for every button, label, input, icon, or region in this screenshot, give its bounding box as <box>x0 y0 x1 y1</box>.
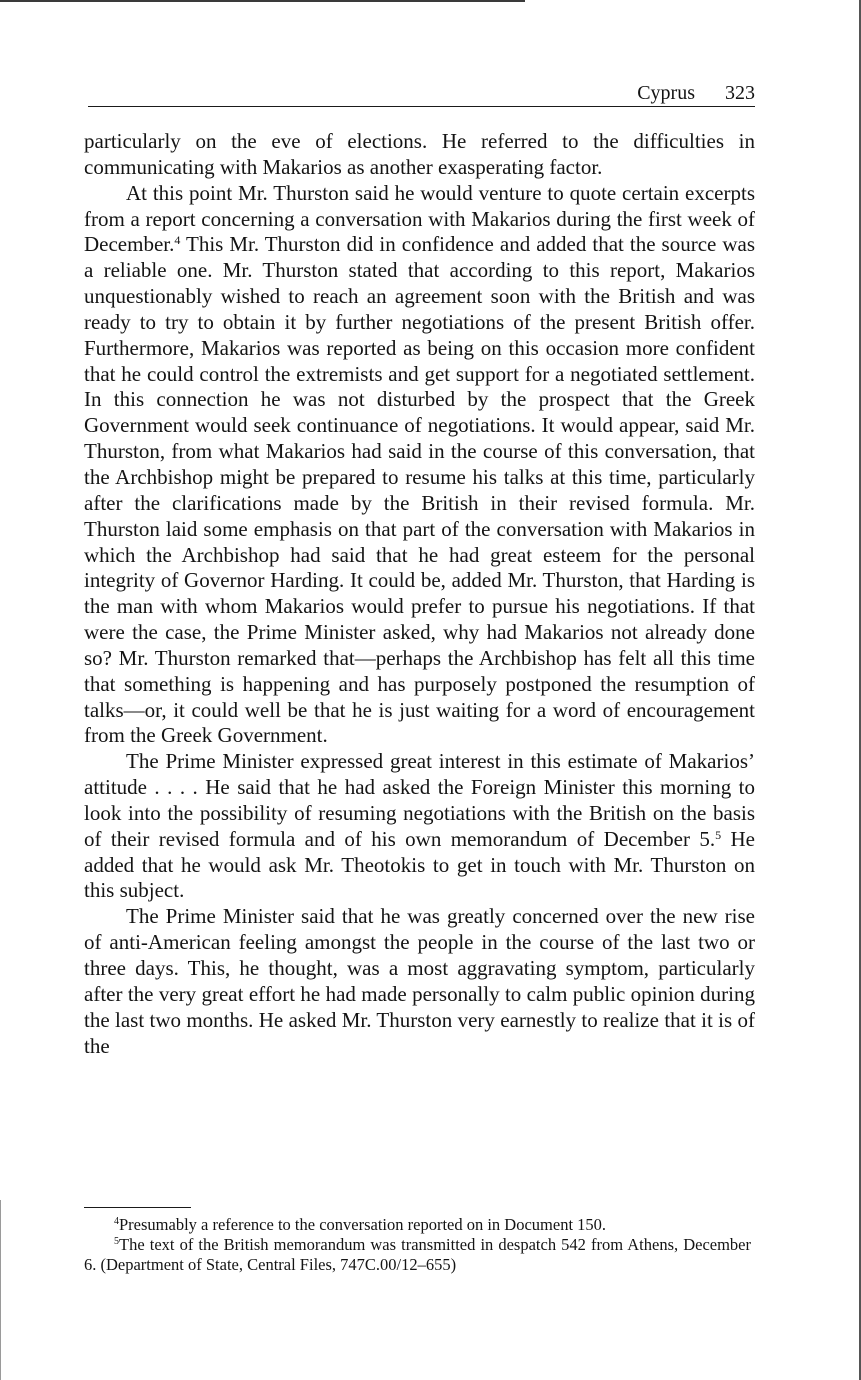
scan-left-edge <box>0 1200 1 1380</box>
scan-top-edge <box>0 0 525 2</box>
footnote-divider <box>84 1207 191 1208</box>
footnote-ref-5[interactable]: 5 <box>715 827 722 842</box>
running-head <box>88 80 755 107</box>
page-number: 323 <box>725 82 755 104</box>
footnotes <box>84 1215 751 1275</box>
paragraph-text: particularly on the eve of elections. He referred to the difficulties in communicating with Makarios as another exasperating factor. <box>84 129 755 179</box>
footnote-ref-4[interactable]: 4 <box>174 233 181 248</box>
paragraph-text: At this point Mr. Thurston said he would venture to quote certain excerpts from a report concerning a conversation with Makarios during the first week of December. <box>84 180 755 257</box>
paragraph-text: The Prime Minister expressed great interest in this estimate of Makarios’ attitude . . . . He said that he had asked the Foreign Minister this morning to look into the possibility of resuming negotiations with the British on the basis of their revised formula and of his own memorandum of December 5. <box>84 749 755 851</box>
section-title: Cyprus <box>637 82 695 104</box>
footnote-text: Presumably a reference to the conversation reported on in Document 150. <box>119 1215 607 1234</box>
paragraph-thurston-report <box>84 181 755 750</box>
body-text <box>84 129 755 1059</box>
paragraph-text: He added that he would ask Mr. Theotokis to get in touch with Mr. Thurston on this subject. <box>84 826 755 903</box>
footnote-text: The text of the British memorandum was transmitted in despatch 542 from Athens, December 6. (Department of State, Central Files, 747C.00/12–655) <box>84 1235 751 1274</box>
footnote-number: 4 <box>114 1216 119 1227</box>
paragraph-text: This Mr. Thurston did in confidence and added that the source was a reliable one. Mr. Thurston stated that according to this report, Makarios unquestionably wished to reach an agreement soon with the British and was ready to try to obtain it by further negotiations of the present British offer. Furthermore, Makarios was reported as being on this occasion more confident that he could control the extremists and get support for a negotiated settlement. In this connection he was not disturbed by the prospect that the Greek Government would seek continuance of negotiations. It would appear, said Mr. Thurston, from what Makarios had said in the course of this conversation, that the Archbishop might be prepared to resume his talks at this time, particularly after the clarifications made by the British in their revised formula. Mr. Thurston laid some emphasis on that part of the conversation with Makarios in which the Archbishop had said that he had great esteem for the personal integrity of Governor Harding. It could be, added Mr. Thurston, that Harding is the man with whom Makarios would prefer to pursue his negotiations. If that were the case, the Prime Minister asked, why had Makarios not already done so? Mr. Thurston remarked that—perhaps the Archbishop has felt all this time that something is happening and has purposely postponed the resumption of talks—or, it could well be that he is just waiting for a word of encouragement from the Greek Government. <box>84 232 755 748</box>
footnote-number: 5 <box>114 1236 119 1247</box>
paragraph-anti-american-feeling <box>84 904 755 1059</box>
paragraph-text: The Prime Minister said that he was greatly concerned over the new rise of anti-American feeling amongst the people in the course of the last two or three days. This, he thought, was a most aggravating symptom, particularly after the very great effort he had made personally to calm public opinion during the last two months. He asked Mr. Thurston very earnestly to realize that it is of the <box>84 904 755 1058</box>
footnote-5 <box>84 1235 751 1275</box>
footnote-4 <box>84 1215 751 1235</box>
paragraph-continuation <box>84 129 755 181</box>
paragraph-prime-minister-interest <box>84 749 755 904</box>
